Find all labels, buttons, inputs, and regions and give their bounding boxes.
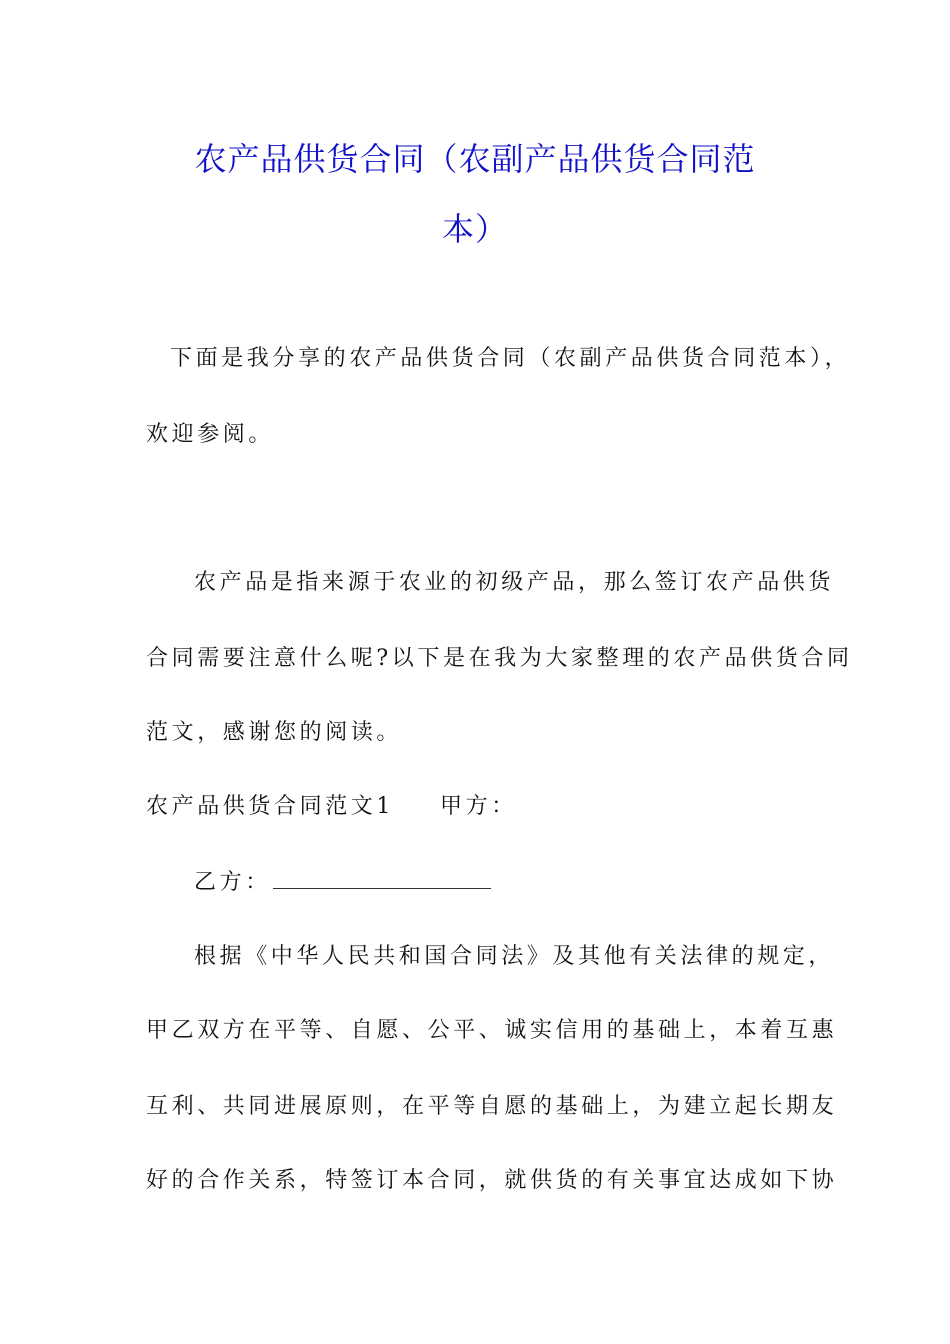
party-b-label: 乙方：	[194, 870, 271, 895]
party-b-row	[194, 868, 491, 898]
paragraph-1-line-1: 农产品是指来源于农业的初级产品，那么签订农产品供货	[194, 570, 835, 595]
paragraph-1-line-3: 范文，感谢您的阅读。	[146, 720, 403, 745]
document-title-line-2: 本）	[441, 210, 508, 248]
sample-heading: 农产品供货合同范文1	[146, 794, 394, 819]
intro-line-1: 下面是我分享的农产品供货合同（农副产品供货合同范本），	[170, 346, 851, 371]
party-a-label: 甲方：	[440, 794, 517, 819]
paragraph-1-line-2: 合同需要注意什么呢?以下是在我为大家整理的农产品供货合同	[146, 646, 853, 671]
paragraph-2-line-4: 好的合作关系，特签订本合同，就供货的有关事宜达成如下协	[146, 1168, 838, 1193]
paragraph-2-line-3: 互利、共同进展原则，在平等自愿的基础上，为建立起长期友	[146, 1094, 838, 1119]
paragraph-2-line-2: 甲乙双方在平等、自愿、公平、诚实信用的基础上，本着互惠	[146, 1018, 838, 1043]
document-title-line-1: 农产品供货合同（农副产品供货合同范	[194, 140, 756, 178]
paragraph-2-line-1: 根据《中华人民共和国合同法》及其他有关法律的规定，	[194, 944, 835, 969]
sample-heading-row	[146, 792, 517, 822]
party-b-blank	[273, 868, 491, 889]
intro-line-2: 欢迎参阅。	[146, 422, 275, 447]
